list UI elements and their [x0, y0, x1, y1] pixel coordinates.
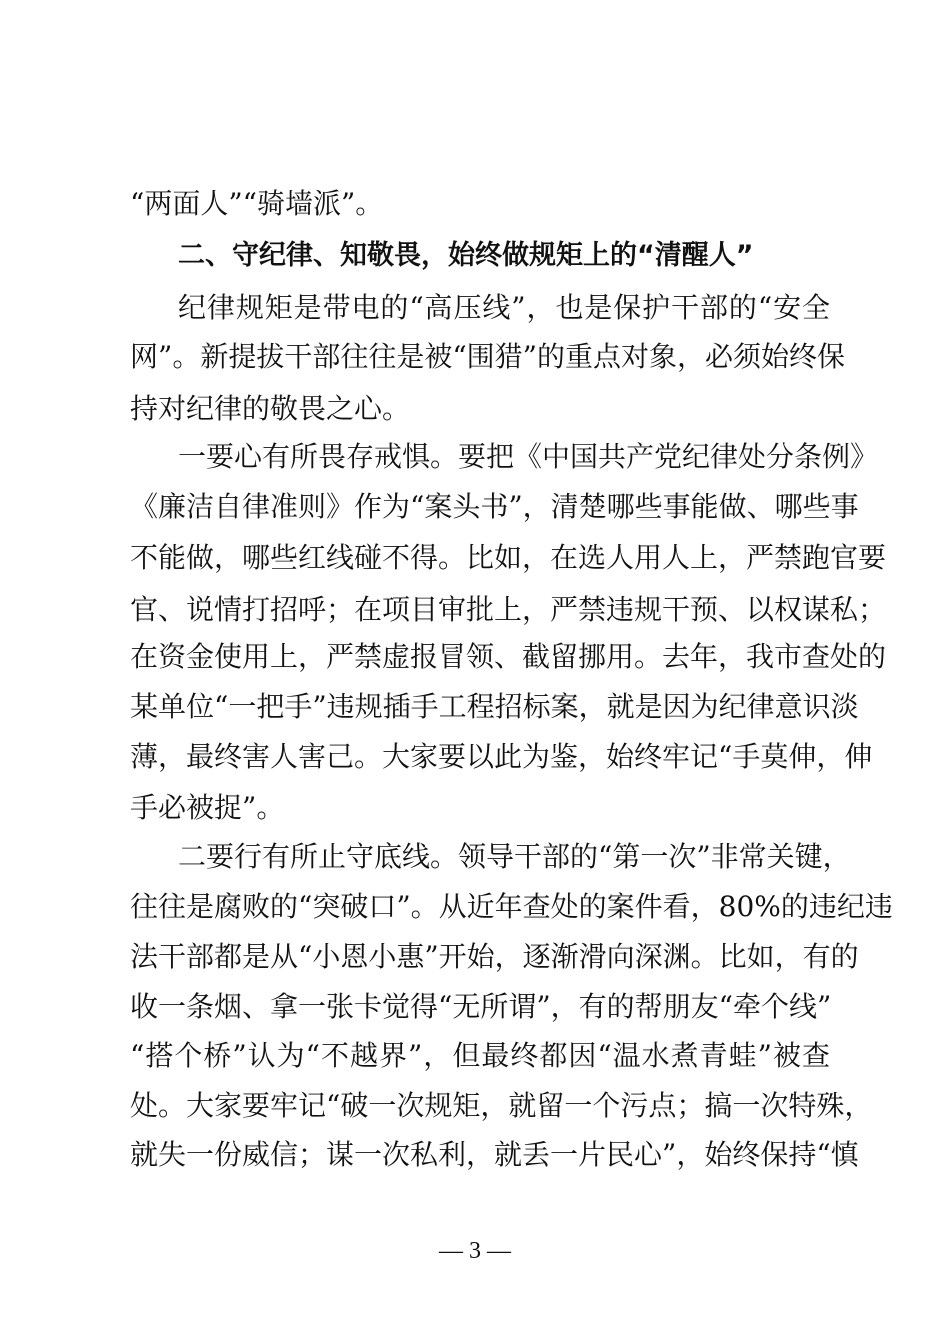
text-line: 法干部都是从“小恩小惠”开始，逐渐滑向深渊。比如，有的 — [130, 940, 859, 973]
text-line: 就失一份威信；谋一次私利，就丢一片民心”，始终保持“慎 — [130, 1138, 859, 1171]
text-line: 收一条烟、拿一张卡觉得“无所谓”，有的帮朋友“牵个线” — [130, 990, 832, 1023]
page-number: — 3 — — [439, 1238, 511, 1264]
section-heading: 二、守纪律、知敬畏，始终做规矩上的“清醒人” — [178, 240, 754, 271]
text-line: 处。大家要牢记“破一次规矩，就留一个污点；搞一次特殊， — [130, 1089, 873, 1122]
text-line: 《廉洁自律准则》作为“案头书”，清楚哪些事能做、哪些事 — [130, 490, 859, 523]
text-line: 官、说情打招呼；在项目审批上，严禁违规干预、以权谋私； — [130, 593, 887, 626]
text-line: 网”。新提拔干部往往是被“围猎”的重点对象，必须始终保 — [130, 340, 845, 373]
text-line: 一要心有所畏存戒惧。要把《中国共产党纪律处分条例》 — [178, 440, 879, 473]
text-line: 纪律规矩是带电的“高压线”，也是保护干部的“安全 — [178, 291, 830, 324]
text-line: 薄，最终害人害己。大家要以此为鉴，始终牢记“手莫伸，伸 — [130, 740, 873, 773]
text-line: 持对纪律的敬畏之心。 — [130, 392, 411, 425]
text-line: “两面人”“骑墙派”。 — [130, 187, 384, 220]
text-line: 二要行有所止守底线。领导干部的“第一次”非常关键， — [178, 840, 851, 873]
text-line: “搭个桥”认为“不越界”，但最终都因“温水煮青蛙”被查 — [130, 1039, 830, 1072]
text-line: 往往是腐败的“突破口”。从近年查处的案件看，80%的违纪违 — [130, 890, 893, 923]
text-line: 在资金使用上，严禁虚报冒领、截留挪用。去年，我市查处的 — [130, 640, 887, 673]
text-line: 某单位“一把手”违规插手工程招标案，就是因为纪律意识淡 — [130, 690, 859, 723]
text-line: 不能做，哪些红线碰不得。比如，在选人用人上，严禁跑官要 — [130, 541, 887, 574]
text-line: 手必被捉”。 — [130, 791, 285, 824]
